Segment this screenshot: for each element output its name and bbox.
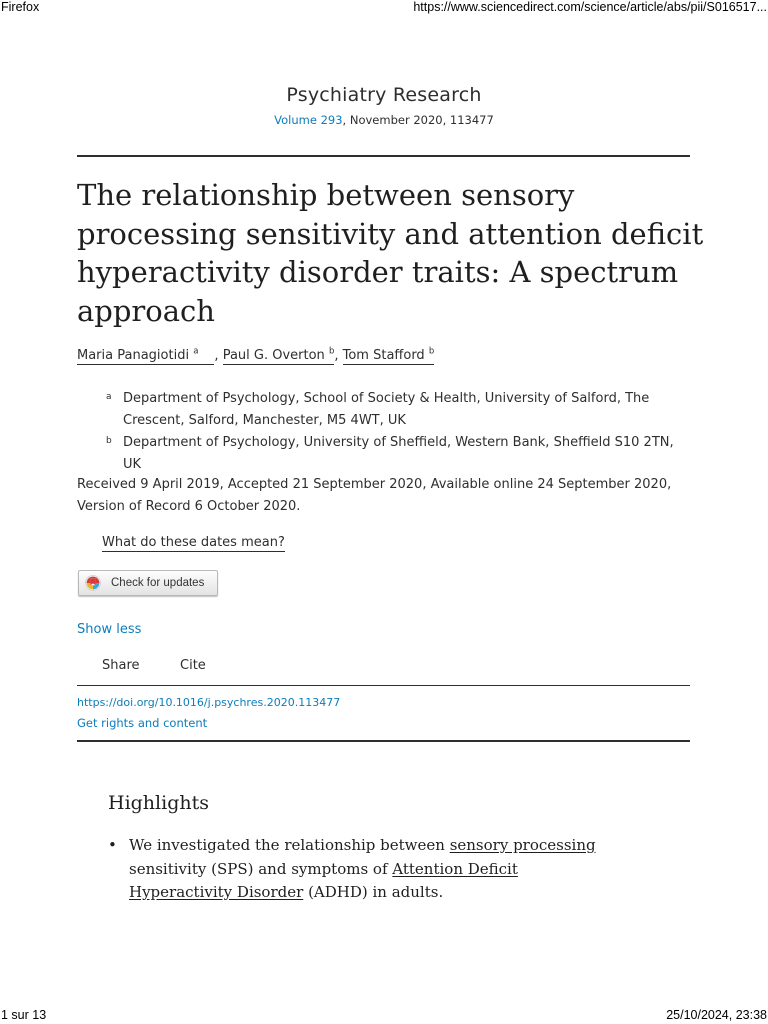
page-url: https://www.sciencedirect.com/science/article/abs/pii/S016517... [413,0,767,14]
header-divider [77,155,690,157]
highlights-heading: Highlights [108,792,209,814]
affiliation-a: a Department of Psychology, School of Society & Health, University of Salford, The Crescent, Salford, Manchester, M5 4WT, UK [106,391,650,428]
crossmark-icon [85,575,101,591]
affiliation-marker: a [193,347,199,357]
bullet-marker: • [108,836,117,854]
print-timestamp: 25/10/2024, 23:38 [666,1008,767,1022]
cite-button[interactable]: Cite [180,658,206,673]
highlights-list [108,834,598,905]
affiliation-marker: b [428,347,435,357]
page-indicator: 1 sur 13 [1,1008,47,1022]
adhd-link[interactable]: Attention Deficit Hyperactivity Disorder [129,859,518,901]
journal-title[interactable]: Psychiatry Research [286,84,482,106]
toolbar-divider [77,685,690,686]
author-link[interactable]: Paul G. Overton $^b$ [222,347,335,364]
affiliation-marker: b [328,347,335,357]
highlight-item: • We investigated the relationship between sensory processing sensitivity (SPS) and symptoms of Attention Deficit Hyperactivity Disorder (ADHD) in adults. [108,836,596,901]
issue-details: , November 2020, 113477 [342,113,494,127]
journal-issue-info [0,113,768,127]
sensory-processing-link[interactable]: sensory processing [449,836,596,854]
article-title: The relationship between sensory processing sensitivity and attention deficit hyperactivity disorder traits: A spectrum approach [77,178,704,328]
rights-link[interactable]: Get rights and content [77,716,208,730]
author-list: Maria Panagiotidi $^a$ , Paul G. Overton $^b$, Tom Stafford $^b$ [77,347,435,364]
author-link[interactable]: Tom Stafford $^b$ [342,347,435,364]
affiliation-b: b Department of Psychology, University of Sheffield, Western Bank, Sheffield S10 2TN, UK [106,435,674,472]
check-for-updates-button[interactable]: Check for updates [78,570,218,596]
volume-link[interactable]: Volume 293 [274,113,343,127]
print-header [0,0,768,16]
doi-link[interactable]: https://doi.org/10.1016/j.psychres.2020.113477 [77,696,341,709]
publication-dates: Received 9 April 2019, Accepted 21 September 2020, Available online 24 September 2020, Version of Record 6 October 2020. [77,477,672,514]
browser-name: Firefox [1,0,40,14]
author-link[interactable]: Maria Panagiotidi $^a$ [77,348,214,365]
show-less-link[interactable]: Show less [77,622,142,637]
share-button[interactable]: Share [102,658,140,673]
section-divider [77,740,690,742]
dates-help-link[interactable]: What do these dates mean? [102,535,285,550]
print-footer [0,1008,768,1024]
